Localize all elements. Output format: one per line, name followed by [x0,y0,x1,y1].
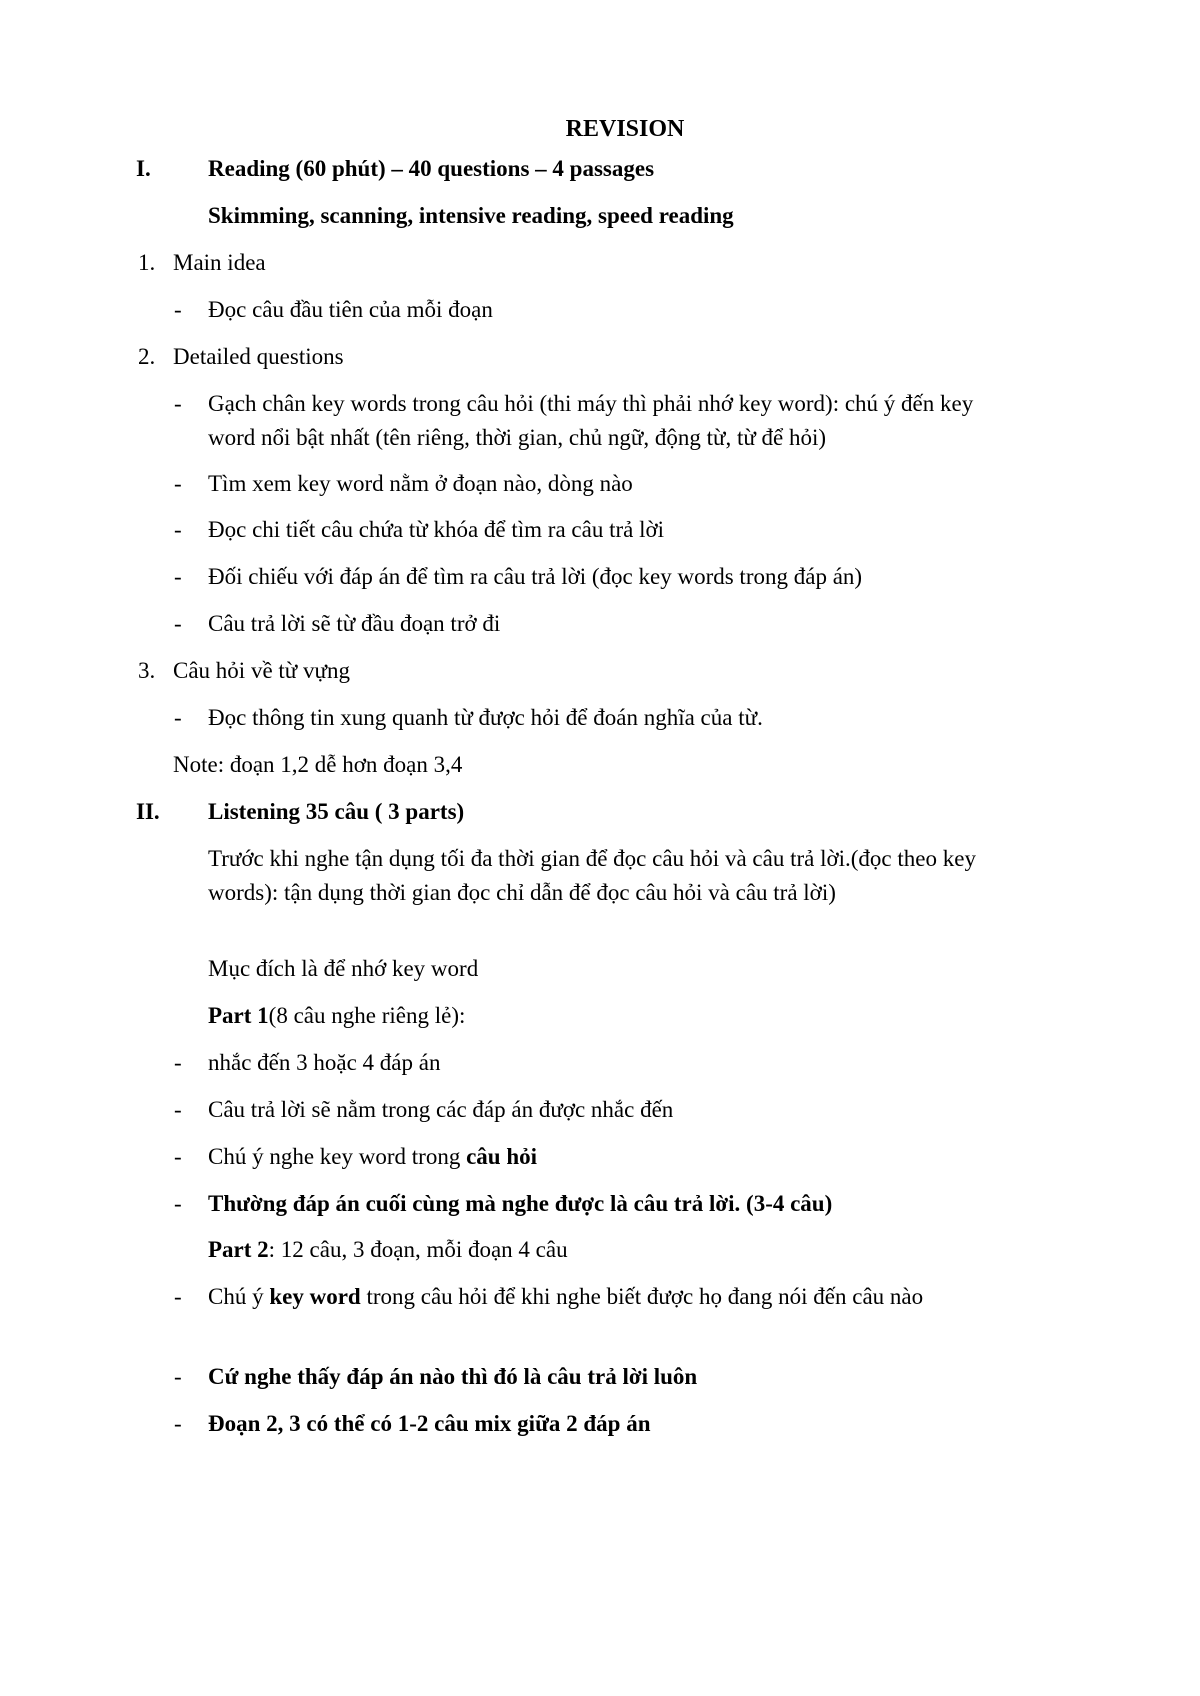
bullet-text: Gạch chân key words trong câu hỏi (thi máy thì phải nhớ key word): chú ý đến key word nổi bật nhất (tên riêng, thời gian, chủ ngữ, động từ, từ để hỏi) [208,391,974,450]
listening-intro: Trước khi nghe tận dụng tối đa thời gian để đọc câu hỏi và câu trả lời.(đọc theo key words): tận dụng thời gian đọc chỉ dẫn để đọc câu hỏi và câu trả lời) [208,846,976,905]
bullet-text: Cứ nghe thấy đáp án nào thì đó là câu trả lời luôn [208,1364,698,1389]
bullet-text-bold: Thường đáp án cuối cùng mà nghe được là câu trả lời. [208,1191,741,1216]
bullet-marker: - [174,705,182,730]
bullet-marker: - [174,1144,182,1169]
bullet-marker: - [174,1364,182,1389]
bullet-marker: - [174,297,182,322]
bullet-text [208,1140,537,1174]
item-label-main-idea: Main idea [173,250,266,275]
bullet-text: Tìm xem key word nằm ở đoạn nào, dòng nào [208,471,633,496]
bullet-text: nhắc đến 3 hoặc 4 đáp án [208,1050,441,1075]
section-numeral-1: I. [136,156,151,181]
listening-purpose: Mục đích là để nhớ key word [208,956,479,981]
section-heading-listening: Listening 35 câu ( 3 parts) [208,799,465,824]
bullet-marker: - [174,611,182,636]
section-subheading-skills: Skimming, scanning, intensive reading, speed reading [208,203,734,228]
item-number-2: 2. [138,344,156,369]
bullet-text-bold: câu hỏi [466,1144,538,1169]
bullet-text-tail: (3-4 câu) [740,1191,833,1216]
part1-heading [208,999,465,1033]
bullet-marker: - [174,1097,182,1122]
bullet-text [208,1187,832,1221]
bullet-text: Đọc thông tin xung quanh từ được hỏi để đoán nghĩa của từ. [208,705,763,730]
item-label-detailed: Detailed questions [173,344,344,369]
bullet-text [208,1280,998,1314]
bullet-marker: - [174,1191,182,1216]
item-number-1: 1. [138,250,156,275]
item-label-vocabulary: Câu hỏi về từ vựng [173,658,350,683]
part1-label: Part 1 [208,1003,269,1028]
bullet-marker: - [174,1284,182,1309]
note-text: Note: đoạn 1,2 dễ hơn đoạn 3,4 [173,752,463,777]
bullet-marker: - [174,517,182,542]
bullet-text-bold: key word [269,1284,361,1309]
bullet-marker: - [174,391,182,416]
bullet-text: Đối chiếu với đáp án để tìm ra câu trả lời (đọc key words trong đáp án) [208,564,863,589]
bullet-text: Câu trả lời sẽ nằm trong các đáp án được nhắc đến [208,1097,674,1122]
part2-desc: : 12 câu, 3 đoạn, mỗi đoạn 4 câu [268,1237,568,1262]
bullet-text: Đoạn 2, 3 có thể có 1-2 câu mix giữa 2 đáp án [208,1411,651,1436]
bullet-text: Câu trả lời sẽ từ đầu đoạn trở đi [208,611,501,636]
bullet-marker: - [174,1050,182,1075]
page-title: REVISION [565,116,685,142]
bullet-text: Đọc câu đầu tiên của mỗi đoạn [208,297,493,322]
part1-desc: (8 câu nghe riêng lẻ): [268,1003,466,1028]
bullet-marker: - [174,564,182,589]
bullet-text-plain: Chú ý nghe key word trong [208,1144,467,1169]
part2-heading [208,1233,568,1267]
bullet-text-pre: Chú ý [208,1284,270,1309]
bullet-text-post: trong câu hỏi để khi nghe biết được họ đang nói đến câu nào [360,1284,924,1309]
part2-label: Part 2 [208,1237,269,1262]
bullet-marker: - [174,471,182,496]
bullet-marker: - [174,1411,182,1436]
bullet-text: Đọc chi tiết câu chứa từ khóa để tìm ra câu trả lời [208,517,665,542]
item-number-3: 3. [138,658,156,683]
section-heading-reading: Reading (60 phút) – 40 questions – 4 passages [208,156,655,181]
section-numeral-2: II. [136,799,160,824]
